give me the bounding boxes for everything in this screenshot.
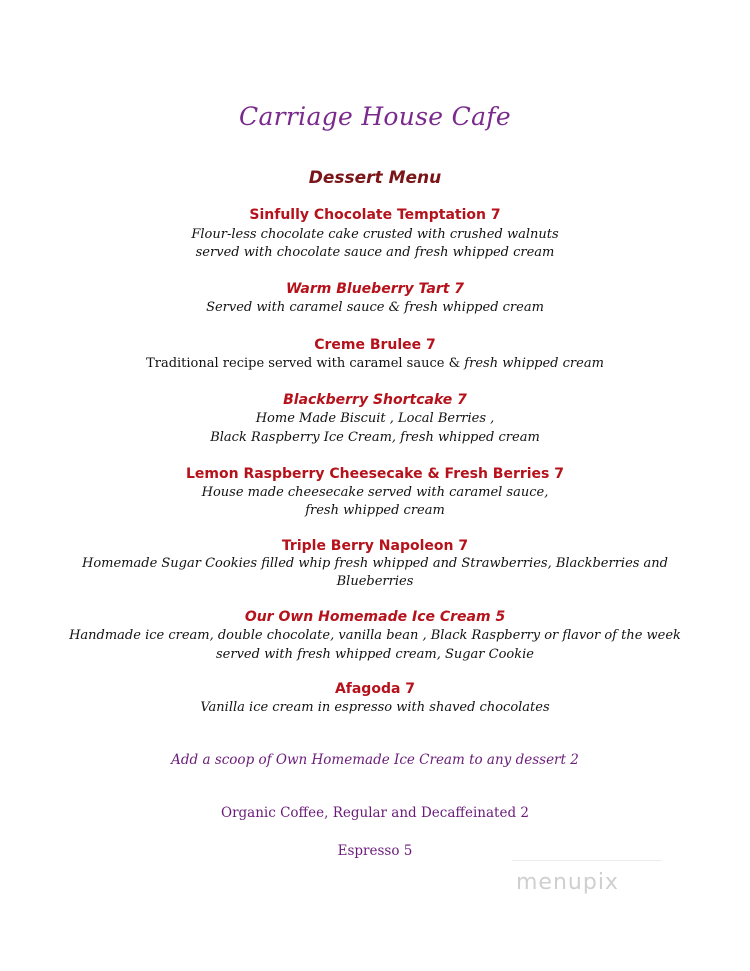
item-desc-line: served with fresh whipped cream, Sugar Cookie — [216, 647, 534, 662]
espresso-line: Espresso 5 — [337, 843, 413, 859]
item-desc-line: fresh whipped cream — [305, 503, 445, 518]
addon-ice-cream: Add a scoop of Own Homemade Ice Cream to any dessert 2 — [171, 752, 579, 768]
item-desc-line: served with chocolate sauce and fresh whipped cream — [195, 245, 555, 260]
desc-italic-part: fresh whipped cream — [464, 356, 604, 371]
watermark-rule — [512, 860, 662, 861]
item-desc-line — [0, 356, 750, 371]
item-name-homemade-ice-cream: Our Own Homemade Ice Cream 5 — [244, 609, 506, 625]
item-desc-line: Blueberries — [336, 574, 414, 589]
item-name-chocolate-temptation: Sinfully Chocolate Temptation 7 — [249, 207, 501, 223]
item-desc-line: Home Made Biscuit , Local Berries , — [255, 411, 495, 426]
item-desc-line: Vanilla ice cream in espresso with shaved chocolates — [200, 700, 550, 715]
item-name-triple-berry-napoleon: Triple Berry Napoleon 7 — [281, 538, 469, 554]
desc-plain-part: Traditional recipe served with caramel sauce & — [146, 356, 465, 371]
menu-subtitle: Dessert Menu — [308, 168, 442, 188]
item-name-creme-brulee: Creme Brulee 7 — [314, 337, 436, 353]
item-name-afagoda: Afagoda 7 — [334, 681, 416, 697]
item-desc-line: Served with caramel sauce & fresh whipped cream — [206, 300, 544, 315]
item-name-blackberry-shortcake: Blackberry Shortcake 7 — [283, 392, 467, 408]
item-name-lemon-raspberry-cheesecake: Lemon Raspberry Cheesecake & Fresh Berries 7 — [185, 466, 565, 482]
item-name-blueberry-tart: Warm Blueberry Tart 7 — [285, 281, 465, 297]
item-desc-line: Black Raspberry Ice Cream, fresh whipped cream — [210, 430, 540, 445]
item-desc-line: House made cheesecake served with caramel sauce, — [201, 485, 549, 500]
item-desc-line: Homemade Sugar Cookies filled whip fresh whipped and Strawberries, Blackberries and — [81, 556, 669, 571]
menupix-watermark: menupix — [516, 870, 619, 895]
item-desc-line: Flour-less chocolate cake crusted with crushed walnuts — [191, 227, 559, 242]
item-desc-line: Handmade ice cream, double chocolate, vanilla bean , Black Raspberry or flavor of the week — [69, 628, 681, 643]
cafe-title: Carriage House Cafe — [239, 102, 511, 131]
coffee-line: Organic Coffee, Regular and Decaffeinated 2 — [221, 805, 529, 821]
